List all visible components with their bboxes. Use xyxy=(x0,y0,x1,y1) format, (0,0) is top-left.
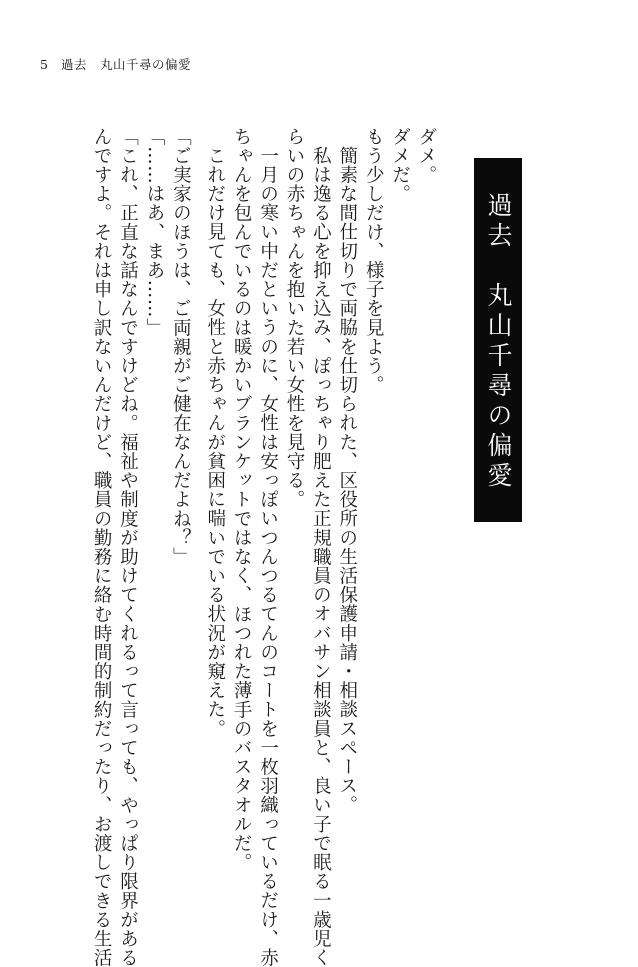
text-line: 一月の寒い中だというのに、女性は安っぽいつんつるてんのコートを一枚羽織っているだけ、赤 xyxy=(257,145,279,967)
text-line: 簡素な間仕切りで両脇を仕切られた、区役所の生活保護申請・相談スペース。 xyxy=(336,145,358,814)
body-text xyxy=(88,127,439,967)
text-line: らいの赤ちゃんを抱いた若い女性を見守る。 xyxy=(283,127,305,509)
text-line: んですよ。それは申し訳ないんだけど、職員の勤務に絡む時間的制約だったり、お渡しできる生活 xyxy=(91,127,113,967)
text-line: もう少しだけ、様子を見よう。 xyxy=(363,127,385,395)
text-line: 「……はあ、まあ……」 xyxy=(143,127,165,338)
text-line: ダメだ。 xyxy=(389,127,411,204)
running-header xyxy=(40,55,191,73)
text-line: 「これ、正直な話なんですけどね。福祉や制度が助けてくれるって言っても、やっぱり限界がある xyxy=(117,127,139,967)
running-title: 過去 丸山千尋の偏愛 xyxy=(60,57,191,72)
chapter-title: 過去 丸山千尋の偏愛 xyxy=(484,192,513,492)
chapter-title-banner xyxy=(474,158,522,522)
page-number: 5 xyxy=(40,57,49,72)
text-line: これだけ見ても、女性と赤ちゃんが貧困に喘いでいる状況が窺えた。 xyxy=(204,145,226,738)
text-line: ダメ。 xyxy=(416,127,437,185)
paragraph-gap xyxy=(193,127,201,867)
text-line: 「ご実家のほうは、ご両親がご健在なんだよね？」 xyxy=(170,127,192,567)
text-line: ちゃんを包んでいるのは暖かいブランケットではなく、ほつれた薄手のバスタオルだ。 xyxy=(231,127,253,872)
text-line: 私は逸る心を抑え込み、ぽっちゃり肥えた正規職員のオバサン相談員と、良い子で眠る一歳児く xyxy=(310,145,332,967)
